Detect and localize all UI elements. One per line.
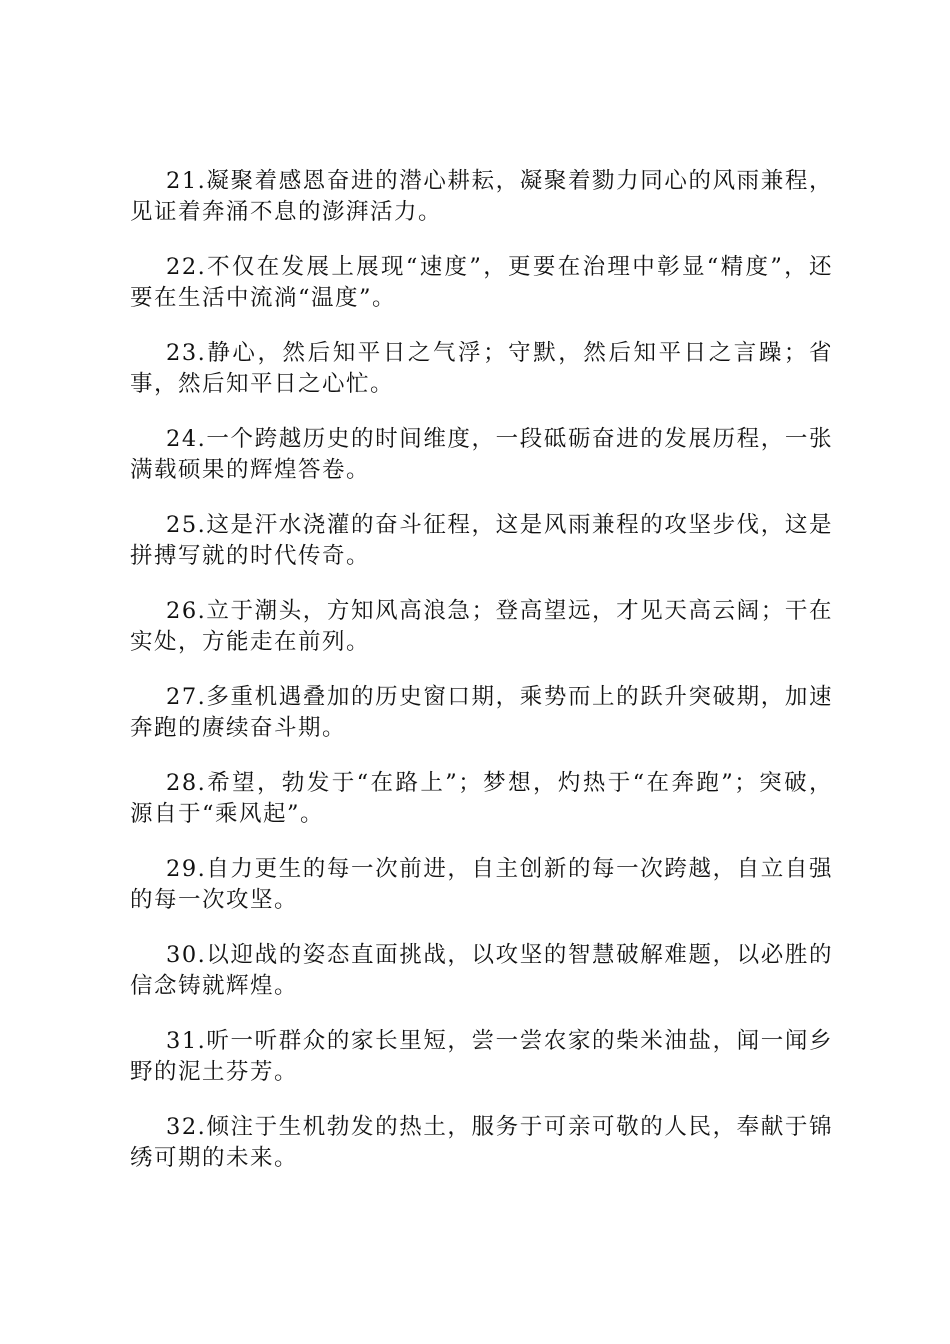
paragraph-23: 23.静心，然后知平日之气浮；守默，然后知平日之言躁；省事，然后知平日之心忙。 <box>130 340 833 397</box>
paragraph-24: 24.一个跨越历史的时间维度，一段砥砺奋进的发展历程，一张满载硕果的辉煌答卷。 <box>130 426 833 483</box>
document-body <box>130 166 833 1198</box>
paragraph-32: 32.倾注于生机勃发的热土，服务于可亲可敬的人民，奉献于锦绣可期的未来。 <box>130 1114 833 1171</box>
paragraph-26: 26.立于潮头，方知风高浪急；登高望远，才见天高云阔；干在实处，方能走在前列。 <box>130 598 833 655</box>
paragraph-27: 27.多重机遇叠加的历史窗口期，乘势而上的跃升突破期，加速奔跑的赓续奋斗期。 <box>130 684 833 741</box>
paragraph-21: 21.凝聚着感恩奋进的潜心耕耘，凝聚着勠力同心的风雨兼程，见证着奔涌不息的澎湃活力。 <box>130 168 833 225</box>
paragraph-30: 30.以迎战的姿态直面挑战，以攻坚的智慧破解难题，以必胜的信念铸就辉煌。 <box>130 942 833 999</box>
paragraph-31: 31.听一听群众的家长里短，尝一尝农家的柴米油盐，闻一闻乡野的泥土芬芳。 <box>130 1028 833 1085</box>
paragraph-22: 22.不仅在发展上展现“速度”，更要在治理中彰显“精度”，还要在生活中流淌“温度”。 <box>130 254 833 311</box>
paragraph-28: 28.希望，勃发于“在路上”；梦想，灼热于“在奔跑”；突破，源自于“乘风起”。 <box>130 770 833 827</box>
paragraph-25: 25.这是汗水浇灌的奋斗征程，这是风雨兼程的攻坚步伐，这是拼搏写就的时代传奇。 <box>130 512 833 569</box>
paragraph-29: 29.自力更生的每一次前进，自主创新的每一次跨越，自立自强的每一次攻坚。 <box>130 856 833 913</box>
